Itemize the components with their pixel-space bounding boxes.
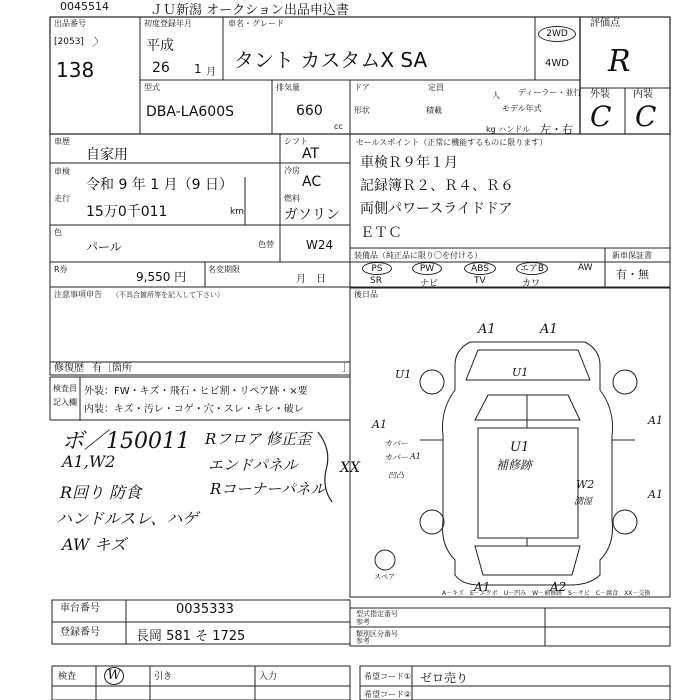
displacement-value: 660 — [296, 103, 323, 119]
hand-note-5: AW キズ — [62, 535, 127, 554]
model-label: 型式 — [144, 83, 160, 92]
seat-label: 後日品 — [354, 290, 378, 299]
drive-4wd-option[interactable]: 4WD — [545, 58, 569, 69]
form-serial: 0045514 — [60, 0, 109, 13]
registration-label: 登録番号 — [60, 627, 100, 638]
dealer-label: ディーラー・並行 — [518, 88, 582, 97]
unit-mark: 人 — [492, 91, 500, 100]
mark-9: W2 — [576, 478, 595, 491]
spec-number-label: 型式指定番号 — [356, 610, 398, 618]
hand-note-7: エンドパネル — [208, 456, 298, 474]
reg-year: 26 — [152, 60, 170, 76]
mark-10: A2 — [550, 580, 567, 594]
km-unit: km — [230, 207, 244, 217]
model-year-label: モデル年式 — [502, 104, 542, 113]
class-number-label: 類別区分番号 — [356, 630, 398, 638]
inspector-label-2: 記入欄 — [53, 398, 77, 407]
interior-grade: C — [635, 100, 657, 133]
caution-label: 注意事項申告 — [54, 290, 102, 299]
model-value: DBA-LA600S — [146, 104, 235, 120]
first-reg-label: 初度登録年月 — [144, 19, 192, 28]
ac-label: 冷房 — [284, 166, 300, 175]
mark-8: U1 — [510, 440, 530, 455]
shift-label: シフト — [284, 137, 308, 146]
hand-note-1: ボ／150011 — [62, 429, 190, 454]
recycle-value: 9,550 円 — [136, 270, 187, 284]
hope-code-1-label: 希望コード① — [364, 672, 412, 681]
input-label: 入力 — [259, 672, 278, 682]
shape-label: 形状 — [354, 106, 370, 115]
mark-2: A1 — [540, 322, 558, 337]
ref-label-2: 参考 — [356, 637, 370, 645]
equip-abs[interactable]: ABS — [464, 262, 496, 275]
grade-value: R — [608, 44, 631, 79]
inspect-label: 検査 — [58, 672, 77, 682]
exterior-label: 外装 — [590, 89, 610, 100]
repair-value: 有［箇所 — [92, 363, 132, 374]
warranty-value[interactable]: 有・無 — [616, 268, 649, 281]
hope-code-2-label: 希望コード② — [364, 690, 412, 699]
selling-point-3: 両側パワースライドドア — [360, 201, 513, 217]
selling-point-2: 記録簿Ｒ２、Ｒ４、Ｒ６ — [360, 178, 514, 194]
hand-note-4: ハンドルスレ、ハゲ — [56, 509, 199, 528]
mark-11: A1 — [474, 580, 491, 594]
month-unit: 月 — [206, 67, 216, 78]
mark-3: U1 — [512, 366, 529, 379]
inspection-label: 車検 — [54, 167, 70, 176]
mark-5: A1 — [372, 418, 387, 431]
diagram-note-2: カバー — [384, 439, 408, 448]
door-label: ドア — [354, 83, 370, 92]
displacement-label: 排気量 — [276, 83, 300, 92]
lot-number: 138 — [56, 58, 95, 82]
selling-point-4: ＥＴＣ — [360, 225, 402, 241]
mileage-value: 15万0千011 — [86, 204, 168, 220]
lot-mark: 〉 — [92, 36, 103, 49]
hand-note-3: R回り 防食 — [60, 483, 142, 502]
repair-close: ］ — [342, 363, 352, 374]
equip-airbag[interactable]: エアB — [516, 262, 548, 275]
color-no-value: W24 — [306, 238, 334, 252]
lot-number-label: 出品番号 — [54, 19, 86, 28]
equip-ps[interactable]: PS — [362, 262, 392, 275]
pull-label: 引き — [154, 672, 173, 682]
equip-pw[interactable]: PW — [412, 262, 442, 275]
interior-label: 内装 — [633, 89, 653, 100]
recycle-label: R券 — [54, 265, 68, 274]
selling-points-title: セールスポイント（正常に機能するものに限ります） — [356, 138, 548, 147]
name-change-label: 名変期限 — [208, 265, 240, 274]
mark-6: A1 — [648, 414, 663, 427]
form-title: ＪＵ新潟 オークション出品申込書 — [150, 3, 349, 18]
handle-label: kg ハンドル — [486, 125, 531, 134]
new-car-warranty-label: 新車保証書 — [612, 251, 652, 260]
reg-month: 1 — [194, 62, 202, 76]
damage-legend: A－キズ E－エクボ U－凹み W－補修跡 S－サビ C－腐食 XX－交換 — [442, 590, 651, 597]
caution-sub: （不具合箇所等を記入して下さい） — [112, 291, 224, 299]
load-label: 積載 — [426, 106, 442, 115]
capacity-label: 定員 — [428, 83, 444, 92]
equip-navi[interactable]: ナビ — [420, 279, 439, 289]
hand-note-8: Rコーナーパネル — [210, 480, 326, 498]
equip-sr[interactable]: SR — [370, 276, 382, 286]
equip-leather[interactable]: カワ — [522, 279, 541, 289]
diagram-note-4: 凹凸 — [388, 471, 404, 480]
exterior-grade: C — [590, 100, 612, 133]
lot-sub: [2053] — [54, 37, 84, 47]
color-value: パール — [86, 240, 122, 254]
diagram-spare: スペア — [374, 573, 395, 581]
hand-note-2: A1,W2 — [62, 452, 116, 471]
cc-unit: cc — [334, 122, 343, 131]
inspector-label-1: 検査員 — [53, 384, 77, 393]
car-name-label: 車名・グレード — [228, 19, 284, 28]
diagram-note-5: A1 — [410, 452, 421, 461]
reg-era: 平成 — [146, 38, 174, 54]
repair-label: 修復歴 — [54, 363, 84, 374]
hand-note-6: Rフロア 修正歪 — [205, 430, 312, 448]
inspect-value: W — [104, 667, 124, 685]
chassis-label: 車台番号 — [60, 603, 100, 614]
ac-value: AC — [302, 174, 322, 190]
handle-value: 左・右 — [540, 123, 573, 136]
car-name: タント カスタムX SA — [234, 48, 428, 72]
fuel-label: 燃料 — [284, 194, 300, 203]
equipment-title: 装備品（純正品に限り〇を付ける） — [354, 251, 482, 260]
mark-1: A1 — [478, 322, 496, 337]
inspection-value: 令和 9 年 1 月（9 日） — [86, 177, 233, 193]
registration-value: 長岡 581 そ 1725 — [136, 629, 246, 644]
diagram-note-3: カバー — [384, 453, 408, 462]
ref-label-1: 参考 — [356, 618, 370, 626]
drive-2wd-option[interactable]: 2WD — [538, 26, 576, 42]
equip-aw[interactable]: AW — [578, 263, 593, 273]
inspector-exterior: 外装：FW・キズ・飛石・ヒビ割・リペア跡・×要 — [84, 386, 308, 397]
diagram-note-6: 潤湿 — [574, 497, 593, 507]
grade-label: 評価点 — [590, 18, 620, 29]
equip-tv[interactable]: TV — [474, 276, 486, 286]
color-no-label: 色替 — [258, 240, 274, 249]
vehicle-value: 自家用 — [86, 147, 128, 163]
diagram-note-1: 補修跡 — [496, 458, 533, 472]
name-change-value: 月 日 — [296, 274, 326, 285]
color-label: 色 — [54, 228, 62, 237]
shift-value: AT — [302, 146, 320, 162]
inspector-interior: 内装：キズ・汚レ・コゲ・穴・スレ・キレ・破レ — [84, 404, 304, 415]
fuel-value: ガソリン — [284, 207, 340, 223]
hope-code-1-value: ゼロ売り — [420, 671, 469, 685]
chassis-value: 0035333 — [176, 602, 234, 617]
mileage-label: 走行 — [54, 194, 70, 203]
selling-point-1: 車検Ｒ９年１月 — [360, 155, 458, 171]
vehicle-label: 車歴 — [54, 137, 70, 146]
hand-note-9: XX — [340, 460, 360, 476]
mark-4: U1 — [395, 368, 412, 381]
mark-7: A1 — [648, 488, 663, 501]
